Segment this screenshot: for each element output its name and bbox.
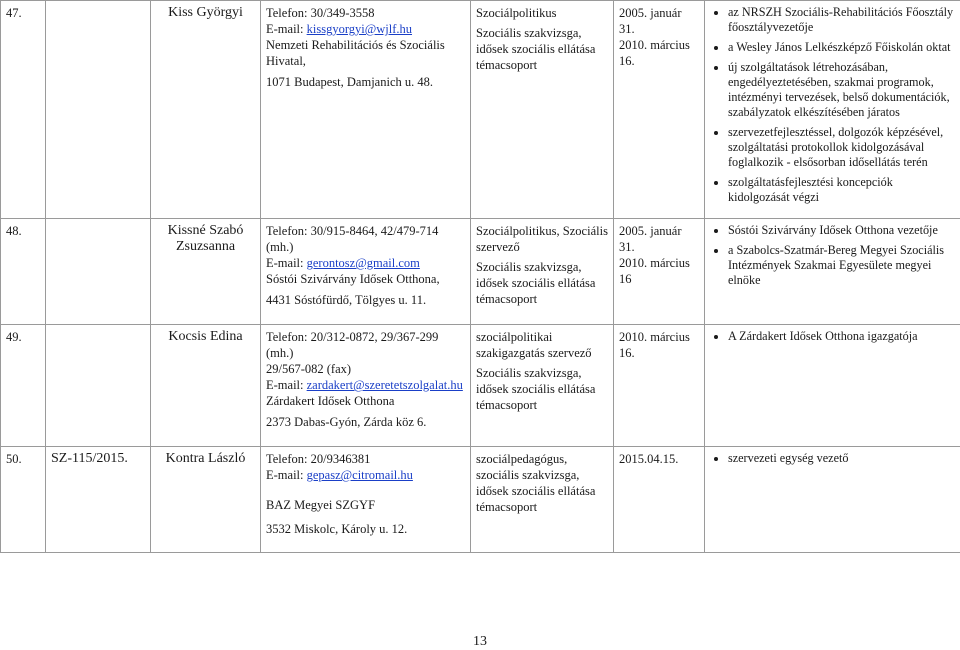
qualification-line: szociálpolitikai szakigazgatás szervező	[476, 330, 592, 360]
phone: Telefon: 20/312-0872, 29/367-299 (mh.)	[266, 330, 439, 360]
person-name: Kontra László	[151, 447, 261, 553]
address: 2373 Dabas-Gyón, Zárda köz 6.	[266, 415, 427, 429]
organization: Zárdakert Idősek Otthona	[266, 394, 395, 408]
registration-code	[46, 219, 151, 325]
contact-info	[261, 219, 471, 325]
registration-code	[46, 1, 151, 219]
email-line	[266, 255, 465, 271]
email-line	[266, 467, 465, 483]
duties	[705, 325, 960, 447]
dates	[614, 325, 705, 447]
page-number: 13	[473, 634, 487, 649]
duty-item: • szervezeti egység vezető	[728, 451, 955, 466]
row-number: 48.	[1, 219, 46, 325]
row-number: 47.	[1, 1, 46, 219]
person-name: Kissné Szabó Zsuzsanna	[151, 219, 261, 325]
qualification	[471, 219, 614, 325]
table-row	[1, 219, 960, 325]
dates	[614, 1, 705, 219]
registration-code	[46, 325, 151, 447]
contact-info	[261, 1, 471, 219]
contact-info	[261, 325, 471, 447]
address: 3532 Miskolc, Károly u. 12.	[266, 522, 408, 536]
email-link[interactable]: gepasz@citromail.hu	[306, 468, 413, 482]
qualification-line: Szociálpolitikus, Szociális szervező	[476, 224, 608, 254]
email-prefix: E-mail:	[266, 22, 307, 36]
person-name: Kocsis Edina	[151, 325, 261, 447]
row-number: 50.	[1, 447, 46, 553]
dates	[614, 447, 705, 553]
qualification-line: Szociálpolitikus	[476, 6, 557, 20]
phone: Telefon: 30/915-8464, 42/479-714 (mh.)	[266, 224, 439, 254]
table-row	[1, 1, 960, 219]
date: 2015.04.15.	[619, 452, 679, 466]
address: 4431 Sóstófürdő, Tölgyes u. 11.	[266, 293, 427, 307]
duty-item: • új szolgáltatások létrehozásában, engedélyeztetésében, szakmai programok, intézményi tervezések, belső dokumentációk, szabályzatok elkészítésében járatos	[728, 60, 955, 120]
email-prefix: E-mail:	[266, 256, 307, 270]
qualification-line: Szociális szakvizsga, idősek szociális ellátása témacsoport	[476, 260, 596, 306]
duty-item: • a Wesley János Lelkészképző Főiskolán oktat	[728, 40, 955, 55]
duty-item: • Sóstói Szivárvány Idősek Otthona vezetője	[728, 223, 955, 238]
date: 2010. március 16.	[619, 330, 690, 360]
email-link[interactable]: gerontosz@gmail.com	[306, 256, 420, 270]
duty-item: • az NRSZH Szociális-Rehabilitációs Főosztály főosztályvezetője	[728, 5, 955, 35]
date: 2010. március 16	[619, 256, 690, 286]
email-line	[266, 377, 465, 393]
qualification	[471, 1, 614, 219]
duty-item: • a Szabolcs-Szatmár-Bereg Megyei Szociális Intézmények Szakmai Egyesülete megyei elnöke	[728, 243, 955, 288]
qualification	[471, 447, 614, 553]
email-prefix: E-mail:	[266, 378, 307, 392]
date: 2005. január 31.	[619, 6, 682, 36]
duty-item: • szervezetfejlesztéssel, dolgozók képzésével, szolgáltatási protokollok kidolgozásával foglalkozik - elsősorban idősellátás terén	[728, 125, 955, 170]
email-prefix: E-mail:	[266, 468, 307, 482]
fax: 29/567-082 (fax)	[266, 362, 352, 376]
duty-item: • szolgáltatásfejlesztési koncepciók kidolgozását végzi	[728, 175, 955, 205]
table-row	[1, 325, 960, 447]
phone: Telefon: 20/9346381	[266, 452, 371, 466]
organization: Nemzeti Rehabilitációs és Szociális Hivatal,	[266, 38, 445, 68]
dates	[614, 219, 705, 325]
duties	[705, 219, 960, 325]
table-row	[1, 447, 960, 553]
email-link[interactable]: zardakert@szeretetszolgalat.hu	[306, 378, 463, 392]
address: 1071 Budapest, Damjanich u. 48.	[266, 75, 433, 89]
phone: Telefon: 30/349-3558	[266, 6, 375, 20]
qualification-line: szociálpedagógus, szociális szakvizsga, idősek szociális ellátása témacsoport	[476, 452, 596, 514]
qualification-line: Szociális szakvizsga, idősek szociális ellátása témacsoport	[476, 26, 596, 72]
duty-item: • A Zárdakert Idősek Otthona igazgatója	[728, 329, 955, 344]
email-link[interactable]: kissgyorgyi@wjlf.hu	[306, 22, 413, 36]
qualification	[471, 325, 614, 447]
duties	[705, 447, 960, 553]
email-line	[266, 21, 465, 37]
person-name: Kiss Györgyi	[151, 1, 261, 219]
row-number: 49.	[1, 325, 46, 447]
qualification-line: Szociális szakvizsga, idősek szociális ellátása témacsoport	[476, 366, 596, 412]
date: 2010. március 16.	[619, 38, 690, 68]
date: 2005. január 31.	[619, 224, 682, 254]
registration-code: SZ-115/2015.	[46, 447, 151, 553]
organization: BAZ Megyei SZGYF	[266, 498, 376, 512]
duties	[705, 1, 960, 219]
contact-info	[261, 447, 471, 553]
organization: Sóstói Szivárvány Idősek Otthona,	[266, 272, 440, 286]
